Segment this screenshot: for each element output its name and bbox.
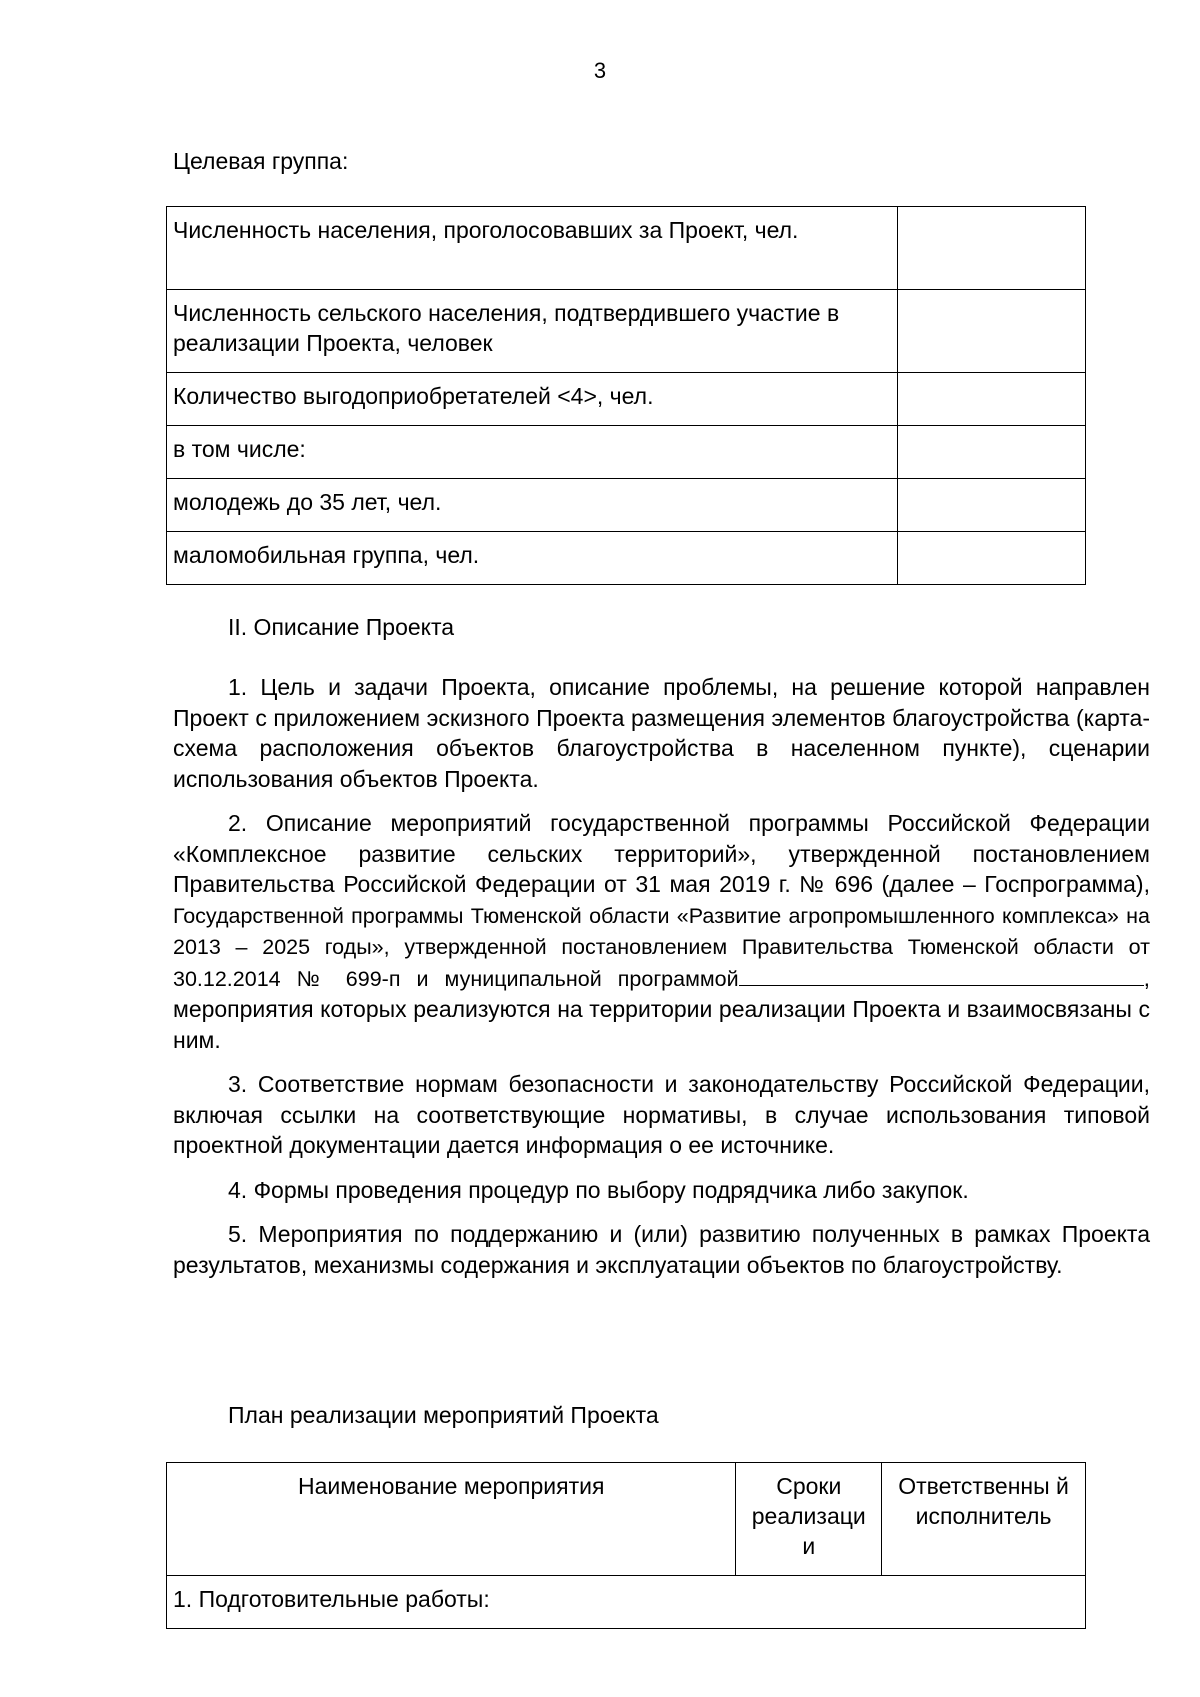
table-cell-value [898, 426, 1086, 479]
header-responsible: Ответственны й исполнитель [882, 1463, 1086, 1576]
section-title: II. Описание Проекта [228, 614, 455, 640]
table-cell-label: в том числе: [167, 426, 898, 479]
paragraph-programs-part2: Государственной программы Тюменской области «Развитие агропромышленного комплекса» на 2013 – 2025 годы», утвержденной постановлением Правительства Тюменской области от 30.12.2014 № 699-п и муниципальной программой [173, 903, 1150, 991]
table-row [167, 290, 1086, 373]
header-activity-name: Наименование мероприятия [167, 1463, 736, 1576]
blank-line [739, 967, 1144, 986]
table-row [167, 426, 1086, 479]
plan-title: План реализации мероприятий Проекта [228, 1402, 659, 1428]
table-cell-label: маломобильная группа, чел. [167, 532, 898, 585]
table-cell-value [898, 373, 1086, 426]
paragraph-programs-part3: , мероприятия которых реализуются на территории реализации Проекта и взаимосвязаны с ним. [173, 964, 1150, 1053]
table-cell-value [898, 532, 1086, 585]
page-number: 3 [593, 58, 607, 83]
table-cell-label: Численность населения, проголосовавших за Проект, чел. [167, 207, 898, 290]
target-group-label: Целевая группа: [173, 148, 349, 174]
table-header-row [167, 1463, 1086, 1576]
table-row [167, 207, 1086, 290]
table-cell-label: Количество выгодоприобретателей <4>, чел. [167, 373, 898, 426]
paragraph-maintenance: 5. Мероприятия по поддержанию и (или) развитию полученных в рамках Проекта результатов, механизмы содержания и эксплуатации объектов по благоустройству. [173, 1221, 1150, 1278]
table-cell-value [898, 207, 1086, 290]
target-group-table [166, 206, 1086, 585]
paragraph-programs-part1: 2. Описание мероприятий государственной программы Российской Федерации «Комплексное развитие сельских территорий», утвержденной постановлением Правительства Российской Федерации от 31 мая 2019 г. № 696 (далее – Госпрограмма), [173, 810, 1150, 897]
table-row [167, 1576, 1086, 1629]
table-row [167, 479, 1086, 532]
section-body [173, 672, 1150, 1294]
paragraph-goals: 1. Цель и задачи Проекта, описание проблемы, на решение которой направлен Проект с приложением эскизного Проекта размещения элементов благоустройства (карта-схема расположения объектов благоустройства в населенном пункте), сценарии использования объектов Проекта. [173, 674, 1150, 792]
table-cell: 1. Подготовительные работы: [167, 1576, 1086, 1629]
paragraph-safety: 3. Соответствие нормам безопасности и законодательству Российской Федерации, включая ссылки на соответствующие нормативы, в случае использования типовой проектной документации дается информация о ее источнике. [173, 1071, 1150, 1158]
paragraph-procurement: 4. Формы проведения процедур по выбору подрядчика либо закупок. [228, 1176, 969, 1203]
table-row [167, 373, 1086, 426]
table-cell-value [898, 479, 1086, 532]
table-cell-value [898, 290, 1086, 373]
plan-table [166, 1462, 1086, 1629]
table-row [167, 532, 1086, 585]
table-cell-label: молодежь до 35 лет, чел. [167, 479, 898, 532]
paragraph-programs [173, 808, 1150, 1055]
table-cell-label: Численность сельского населения, подтвердившего участие в реализации Проекта, человек [167, 290, 898, 373]
header-terms: Сроки реализаци и [736, 1463, 882, 1576]
